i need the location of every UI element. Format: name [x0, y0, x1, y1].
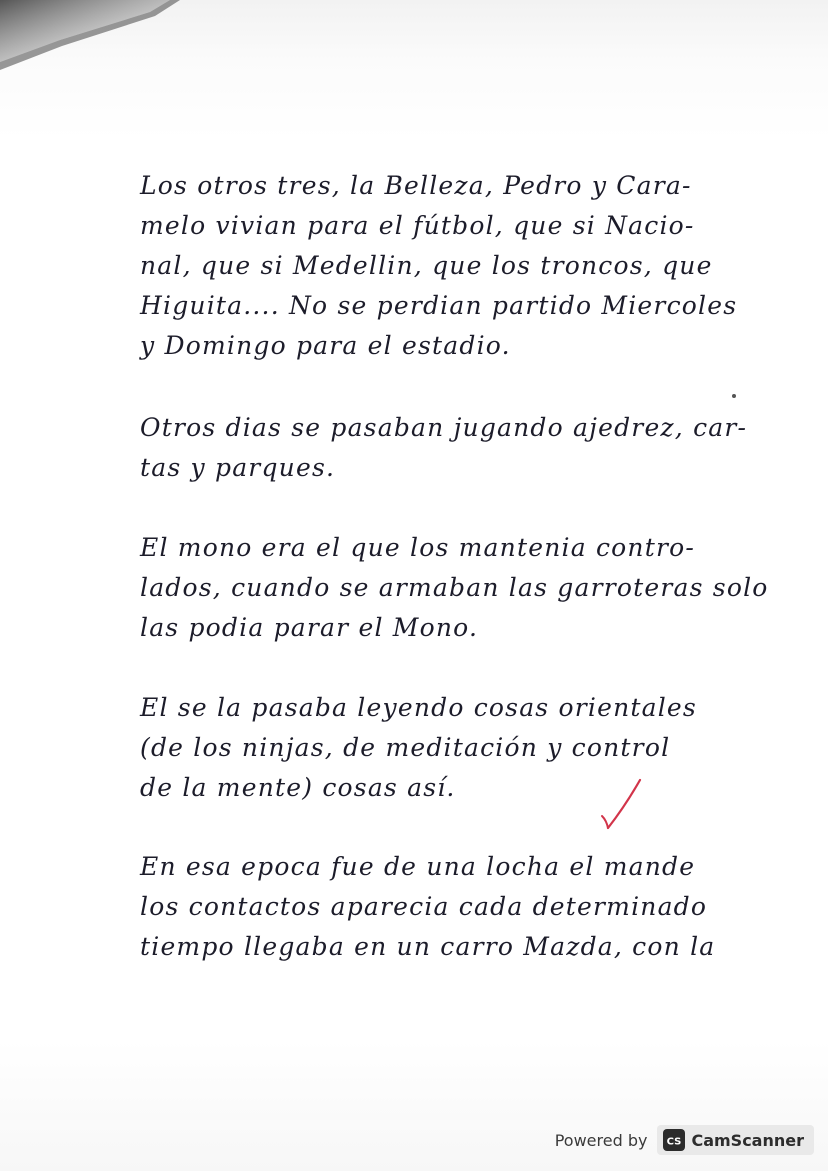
camscanner-watermark	[555, 1123, 814, 1157]
text-line: de la mente) cosas así.	[140, 773, 456, 802]
powered-by-label: Powered by	[554, 1130, 648, 1150]
text-line: las podia parar el Mono.	[140, 613, 479, 642]
text-line: nal, que si Medellin, que los troncos, que	[140, 251, 713, 280]
paragraph-1	[140, 166, 780, 366]
text-line: (de los ninjas, de meditación y control	[140, 733, 671, 762]
paragraph-5	[140, 847, 780, 967]
paragraph-2	[140, 408, 780, 488]
camscanner-name: CamScanner	[691, 1130, 804, 1150]
camscanner-badge	[657, 1125, 814, 1155]
page-corner-shadow	[0, 0, 828, 90]
camscanner-logo-text: CS	[667, 1136, 682, 1148]
text-line: El se la pasaba leyendo cosas orientales	[140, 693, 697, 722]
text-line: El mono era el que los mantenia contro-	[140, 533, 696, 562]
ink-dot	[732, 394, 736, 398]
text-line: Otros dias se pasaban jugando ajedrez, car-	[140, 413, 748, 442]
text-line: y Domingo para el estadio.	[140, 331, 511, 360]
text-line: melo vivian para el fútbol, que si Nacio-	[140, 211, 695, 240]
text-line: lados, cuando se armaban las garroteras solo	[140, 573, 769, 602]
text-line: En esa epoca fue de una locha el mande	[140, 852, 696, 881]
red-check-mark-icon	[598, 776, 648, 836]
paragraph-4	[140, 688, 780, 808]
camscanner-logo-icon	[663, 1129, 685, 1151]
text-line: Los otros tres, la Belleza, Pedro y Cara-	[140, 171, 692, 200]
text-line: Higuita.... No se perdian partido Miercoles	[140, 291, 738, 320]
text-line: tiempo llegaba en un carro Mazda, con la	[140, 932, 716, 961]
text-line: los contactos aparecia cada determinado	[140, 892, 708, 921]
text-line: tas y parques.	[140, 453, 336, 482]
paragraph-3	[140, 528, 780, 648]
